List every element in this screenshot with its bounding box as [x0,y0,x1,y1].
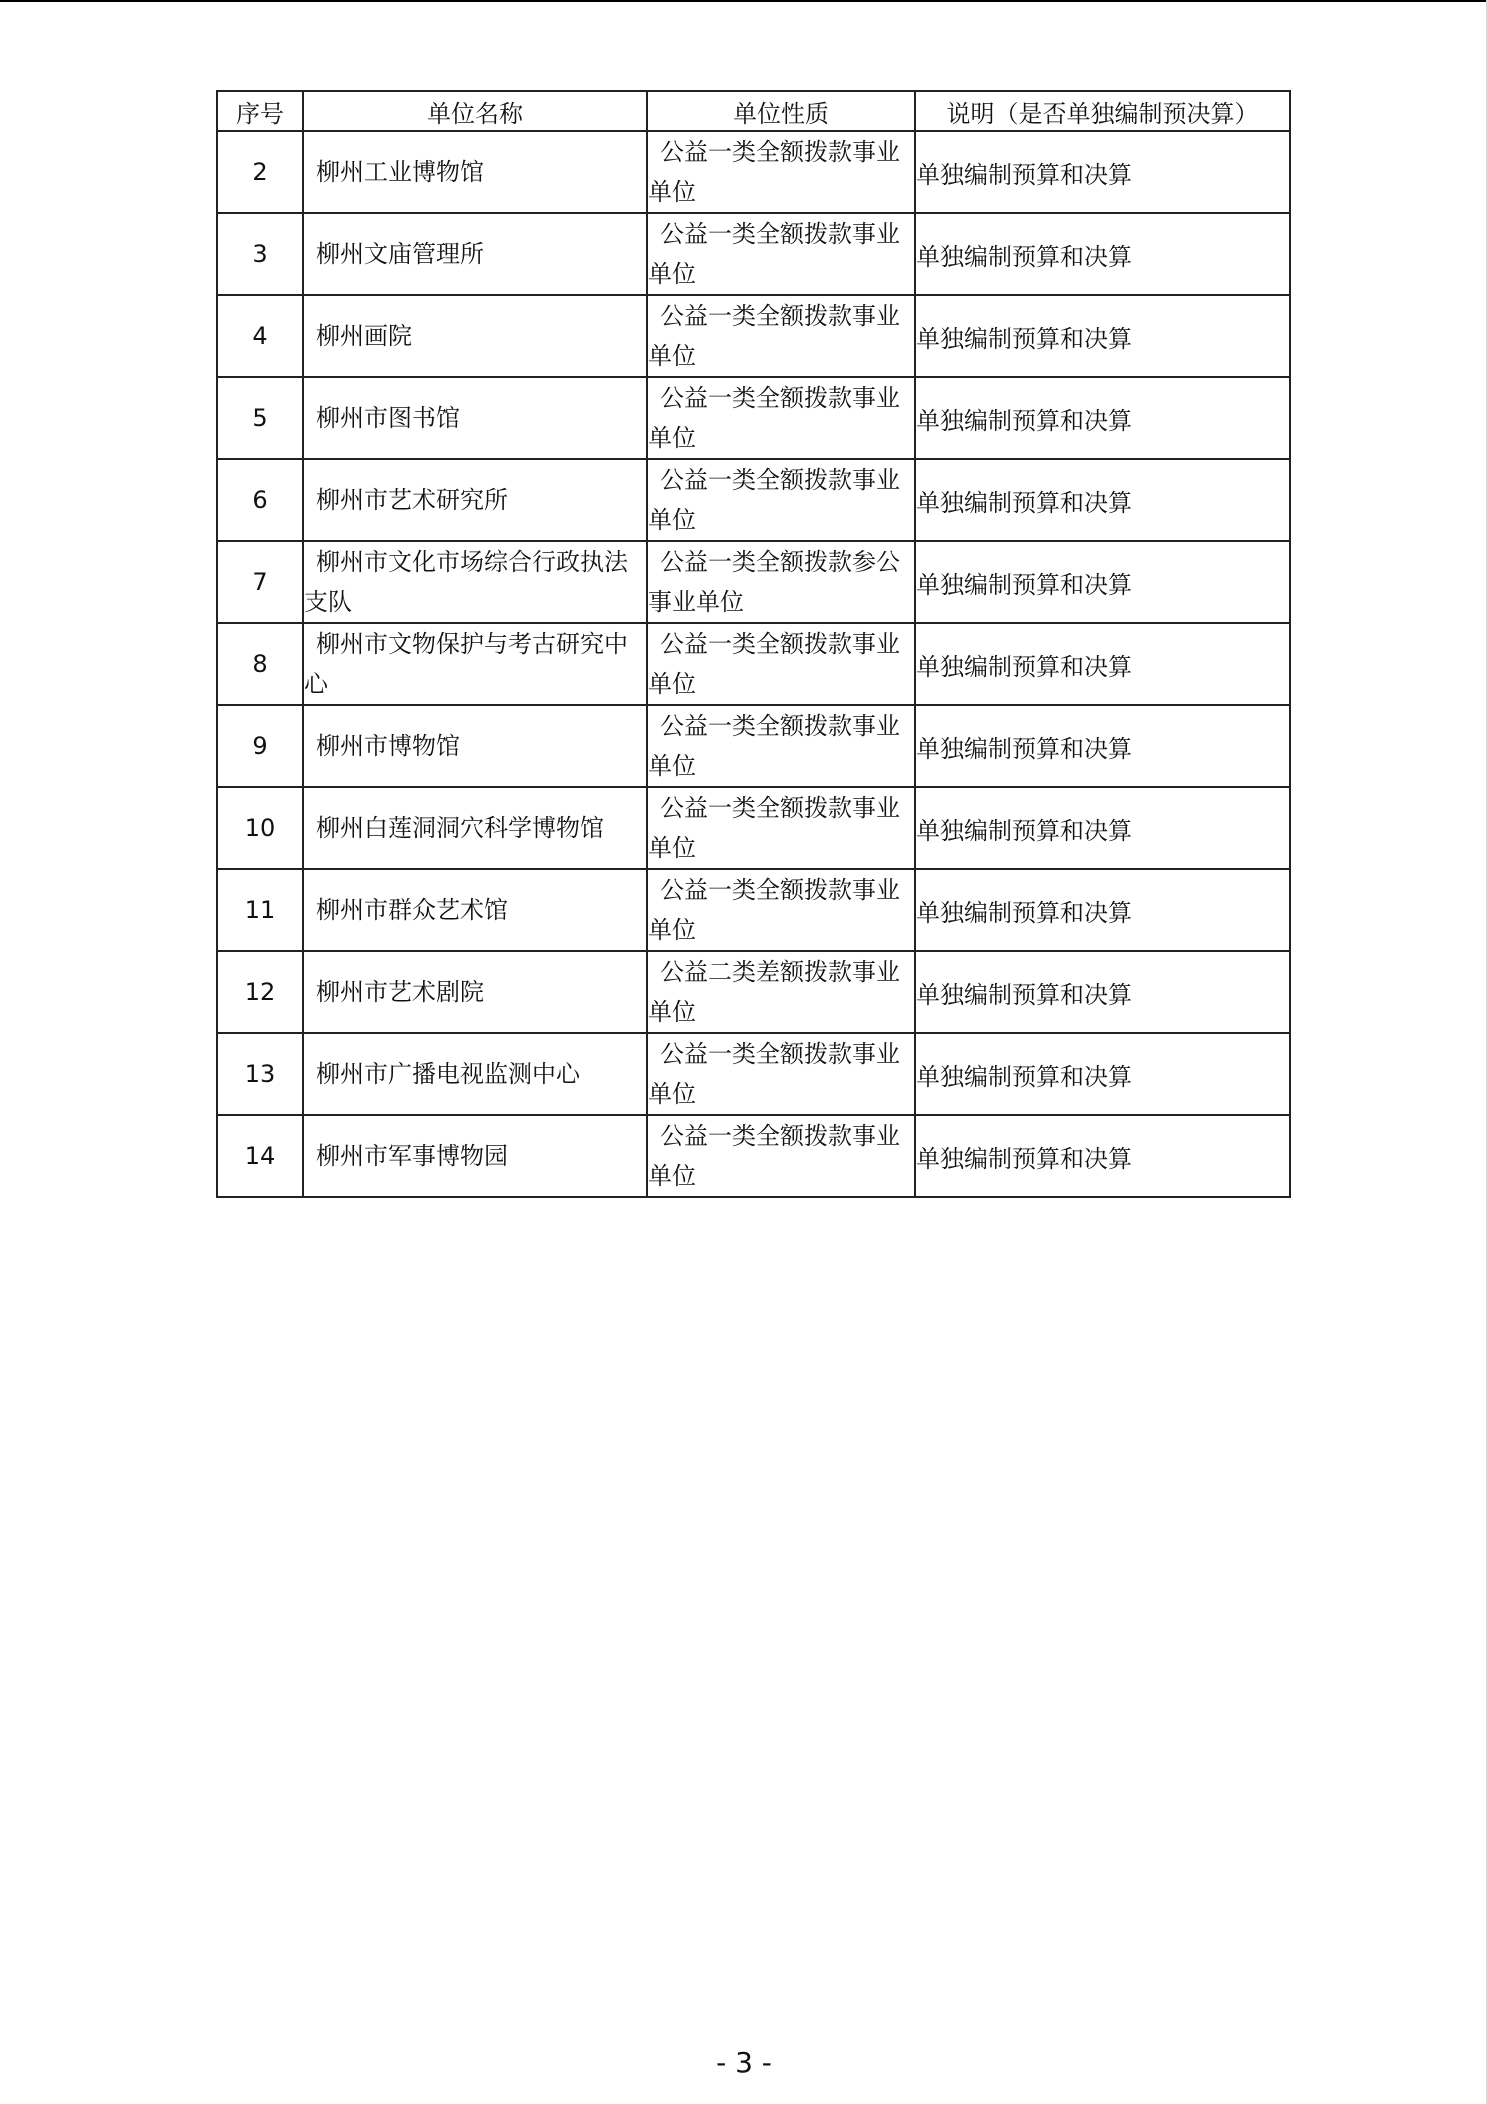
header-unit-type: 单位性质 [647,91,915,131]
note-cell: 单独编制预算和决算 [915,541,1290,623]
table-row [217,1033,1290,1115]
note-cell: 单独编制预算和决算 [915,459,1290,541]
table-row [217,213,1290,295]
unit-name-cell: 柳州市群众艺术馆 [303,869,647,951]
serial-number-cell: 2 [217,131,303,213]
table-row [217,131,1290,213]
serial-number-cell: 10 [217,787,303,869]
note-cell: 单独编制预算和决算 [915,623,1290,705]
serial-number-cell: 6 [217,459,303,541]
unit-name-cell: 柳州市图书馆 [303,377,647,459]
note-cell: 单独编制预算和决算 [915,869,1290,951]
table-row [217,623,1290,705]
unit-name-cell: 柳州市军事博物园 [303,1115,647,1197]
table-row [217,459,1290,541]
unit-type-cell: 公益一类全额拨款事业单位 [647,459,915,541]
serial-number-cell: 4 [217,295,303,377]
unit-name-cell: 柳州白莲洞洞穴科学博物馆 [303,787,647,869]
note-cell: 单独编制预算和决算 [915,131,1290,213]
header-note: 说明（是否单独编制预决算） [915,91,1290,131]
unit-name-cell: 柳州市文化市场综合行政执法支队 [303,541,647,623]
header-serial-number: 序号 [217,91,303,131]
serial-number-cell: 7 [217,541,303,623]
table-row [217,951,1290,1033]
serial-number-cell: 13 [217,1033,303,1115]
unit-type-cell: 公益一类全额拨款事业单位 [647,869,915,951]
page-number: - 3 - [716,2046,772,2079]
unit-type-cell: 公益一类全额拨款事业单位 [647,705,915,787]
unit-type-cell: 公益一类全额拨款事业单位 [647,377,915,459]
table-row [217,541,1290,623]
table-row [217,869,1290,951]
table-row [217,1115,1290,1197]
table-row [217,295,1290,377]
serial-number-cell: 11 [217,869,303,951]
serial-number-cell: 12 [217,951,303,1033]
unit-type-cell: 公益一类全额拨款事业单位 [647,1033,915,1115]
unit-type-cell: 公益一类全额拨款事业单位 [647,787,915,869]
serial-number-cell: 9 [217,705,303,787]
table-body [217,131,1290,1197]
serial-number-cell: 3 [217,213,303,295]
unit-name-cell: 柳州画院 [303,295,647,377]
note-cell: 单独编制预算和决算 [915,705,1290,787]
unit-type-cell: 公益一类全额拨款参公事业单位 [647,541,915,623]
serial-number-cell: 5 [217,377,303,459]
unit-type-cell: 公益一类全额拨款事业单位 [647,131,915,213]
units-table [216,90,1291,1198]
serial-number-cell: 14 [217,1115,303,1197]
note-cell: 单独编制预算和决算 [915,951,1290,1033]
note-cell: 单独编制预算和决算 [915,787,1290,869]
unit-type-cell: 公益一类全额拨款事业单位 [647,213,915,295]
serial-number-cell: 8 [217,623,303,705]
note-cell: 单独编制预算和决算 [915,377,1290,459]
table-row [217,377,1290,459]
unit-name-cell: 柳州工业博物馆 [303,131,647,213]
table-header-row [217,91,1290,131]
note-cell: 单独编制预算和决算 [915,1033,1290,1115]
unit-type-cell: 公益一类全额拨款事业单位 [647,1115,915,1197]
unit-name-cell: 柳州市博物馆 [303,705,647,787]
top-border-line [0,0,1488,2]
note-cell: 单独编制预算和决算 [915,295,1290,377]
unit-name-cell: 柳州市艺术研究所 [303,459,647,541]
table-row [217,705,1290,787]
unit-name-cell: 柳州市文物保护与考古研究中心 [303,623,647,705]
note-cell: 单独编制预算和决算 [915,213,1290,295]
unit-type-cell: 公益一类全额拨款事业单位 [647,623,915,705]
unit-type-cell: 公益一类全额拨款事业单位 [647,295,915,377]
unit-name-cell: 柳州文庙管理所 [303,213,647,295]
header-unit-name: 单位名称 [303,91,647,131]
unit-type-cell: 公益二类差额拨款事业单位 [647,951,915,1033]
unit-name-cell: 柳州市艺术剧院 [303,951,647,1033]
note-cell: 单独编制预算和决算 [915,1115,1290,1197]
table-row [217,787,1290,869]
unit-name-cell: 柳州市广播电视监测中心 [303,1033,647,1115]
